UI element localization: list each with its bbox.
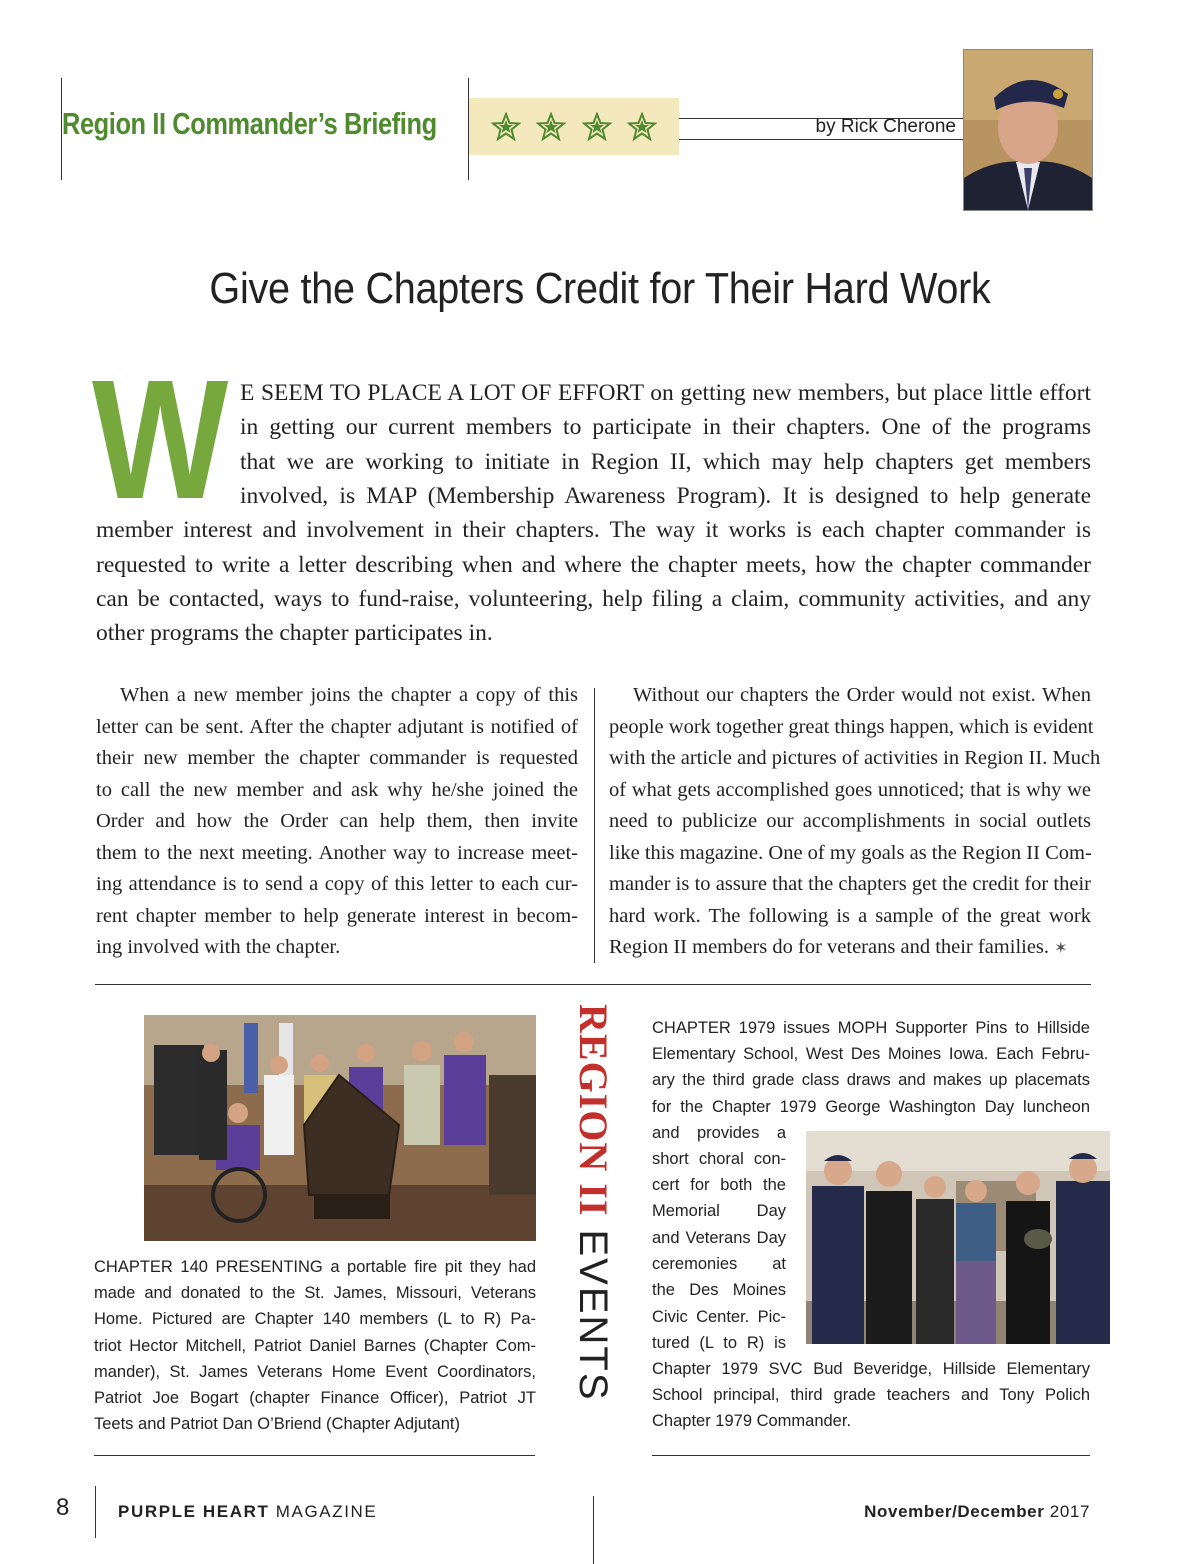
col-left-line: to call the new member and ask why he/she joined the	[96, 779, 578, 801]
chapter-140-photo	[144, 1015, 536, 1241]
col-right-line: mander is to assure that the chapters get the credit for their	[609, 873, 1091, 895]
col-right-line: of what gets accomplished goes unnoticed; that is why we	[609, 779, 1091, 801]
caption-1979-line: Chapter 1979 SVC Bud Beveridge, Hillside Elementary	[652, 1360, 1090, 1378]
col-left-line: ing attendance is to send a copy of this letter to each cur-	[96, 873, 578, 895]
col-right-line	[609, 936, 1068, 959]
events-title-light: EVENTS	[571, 1216, 615, 1402]
header-bottom-rule	[679, 139, 963, 140]
region-events-title	[571, 1004, 615, 1402]
lead-line: in getting our current members to participate in their chapters. One of the programs	[240, 414, 1091, 440]
caption-140-line: mander), St. James Veterans Home Event Coordinators,	[94, 1363, 536, 1381]
caption-140-line: triot Hector Mitchell, Patriot Daniel Barnes (Chapter Com-	[94, 1337, 536, 1355]
chapter-1979-photo	[806, 1131, 1110, 1344]
star-icon	[627, 112, 657, 142]
col-left-line: When a new member joins the chapter a copy of this	[120, 684, 578, 706]
caption-1979-line: School principal, third grade teachers and Tony Polich	[652, 1386, 1090, 1404]
col-left-line: ing involved with the chapter.	[96, 936, 341, 958]
caption-1979-line: ary the third grade class draws and makes up placemats	[652, 1071, 1090, 1089]
caption-1979-narrow-line: tured (L to R) is	[652, 1334, 786, 1352]
caption-1979-line: for the Chapter 1979 George Washington Day luncheon	[652, 1098, 1090, 1116]
caption-140-line: Teets and Patriot Dan O’Briend (Chapter Adjutant)	[94, 1415, 460, 1433]
drop-cap: W	[92, 345, 229, 535]
issue-months: November/December	[864, 1502, 1045, 1521]
article-headline: Give the Chapters Credit for Their Hard Work	[209, 264, 991, 313]
col-right-line: like this magazine. One of my goals as the Region II Com-	[609, 842, 1092, 864]
col-right-line: with the article and pictures of activities in Region II. Much	[609, 747, 1101, 769]
byline: by Rick Cherone	[815, 116, 956, 137]
magazine-name	[118, 1502, 377, 1522]
col-right-last-text: Region II members do for veterans and their families.	[609, 936, 1050, 958]
col-left-line: their new member the chapter commander is requested	[96, 747, 578, 769]
star-icon	[491, 112, 521, 142]
caption-1979-line: Elementary School, West Des Moines Iowa. Each Febru-	[652, 1045, 1090, 1063]
caption-1979-narrow-line: and provides a	[652, 1124, 786, 1142]
caption-1979-narrow-line: Memorial Day	[652, 1202, 786, 1220]
end-star-icon: ✶	[1054, 940, 1068, 957]
caption-1979-narrow-line: cert for both the	[652, 1176, 786, 1194]
caption-1979-narrow-line: and Veterans Day	[652, 1229, 786, 1247]
column-divider	[594, 688, 595, 963]
lead-line: can be contacted, ways to fund-raise, volunteering, help filing a claim, community activities, and any	[96, 586, 1091, 612]
caption-140-line: CHAPTER 140 PRESENTING a portable fire pit they had	[94, 1258, 536, 1276]
footer-left-rule	[95, 1486, 96, 1538]
col-left-line: letter can be sent. After the chapter adjutant is notified of	[96, 716, 578, 738]
lead-line: that we are working to initiate in Region II, which may help chapters get members	[240, 449, 1091, 475]
col-left-line: rent chapter member to help generate interest in becom-	[96, 905, 578, 927]
lead-line: requested to write a letter describing when and where the chapter meets, how the chapter commander	[96, 552, 1091, 578]
caption-1979-narrow-line: ceremonies at	[652, 1255, 786, 1273]
caption-1979-rule	[652, 1455, 1090, 1456]
star-icon	[582, 112, 612, 142]
stars-banner	[469, 98, 679, 155]
page-number: 8	[56, 1494, 70, 1521]
caption-1979-narrow-line: Civic Center. Pic-	[652, 1308, 786, 1326]
caption-140-line: made and donated to the St. James, Missouri, Veterans	[94, 1284, 536, 1302]
issue-year: 2017	[1044, 1502, 1090, 1521]
caption-1979-narrow-line: the Des Moines	[652, 1281, 786, 1299]
col-right-line: need to publicize our accomplishments in social outlets	[609, 810, 1091, 832]
lead-line: member interest and involvement in their chapters. The way it works is each chapter commander is	[96, 517, 1091, 543]
caption-140-line: Patriot Joe Bogart (chapter Finance Officer), Patriot JT	[94, 1389, 536, 1407]
caption-1979-narrow-line: short choral con-	[652, 1150, 786, 1168]
star-icon	[536, 112, 566, 142]
section-title: Region II Commander’s Briefing	[62, 106, 437, 141]
region-title-bold: REGION II	[571, 1004, 616, 1217]
lead-line: other programs the chapter participates in.	[96, 620, 493, 646]
caption-1979-line: CHAPTER 1979 issues MOPH Supporter Pins to Hillside	[652, 1019, 1090, 1037]
caption-1979-line: Chapter 1979 Commander.	[652, 1412, 852, 1430]
author-photo	[963, 49, 1093, 211]
caption-140-rule	[94, 1455, 535, 1456]
col-right-line: people work together great things happen, which is evident	[609, 716, 1094, 738]
col-left-line: them to the next meeting. Another way to increase meet-	[96, 842, 578, 864]
issue-date	[760, 1502, 1090, 1522]
lead-line: involved, is MAP (Membership Awareness Program). It is designed to help generate	[240, 483, 1091, 509]
col-right-line: hard work. The following is a sample of the great work	[609, 905, 1091, 927]
col-left-line: Order and how the Order can help them, then invite	[96, 810, 578, 832]
footer-center-rule	[593, 1496, 594, 1564]
lead-line: E SEEM TO PLACE A LOT OF EFFORT on getting new members, but place little effort	[240, 380, 1091, 406]
caption-140-line: Home. Pictured are Chapter 140 members (L to R) Pa-	[94, 1310, 536, 1328]
magazine-name-bold: PURPLE HEART	[118, 1502, 270, 1521]
magazine-name-light: MAGAZINE	[269, 1502, 378, 1521]
section-separator	[95, 984, 1091, 985]
col-right-line: Without our chapters the Order would not exist. When	[633, 684, 1091, 706]
